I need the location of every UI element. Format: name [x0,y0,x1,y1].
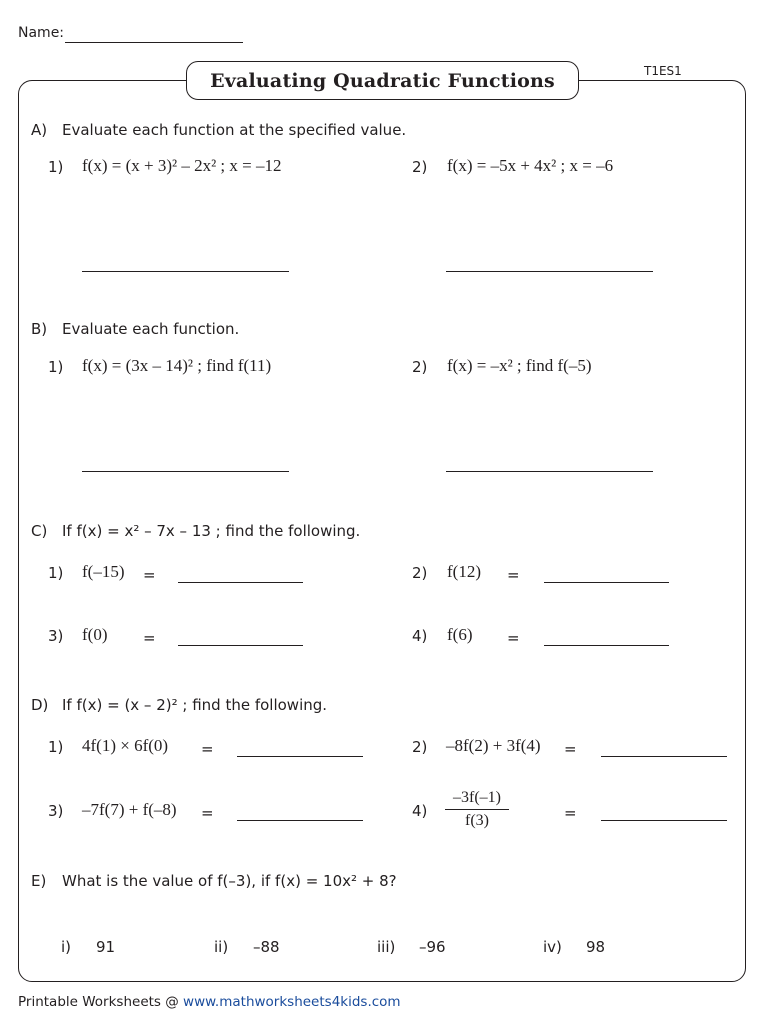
option-label[interactable]: iv) [543,938,562,956]
question-number: 2) [412,358,428,376]
question-expression: –8f(2) + 3f(4) [446,736,541,755]
question-number: 3) [48,627,64,645]
title-box [186,61,579,100]
answer-line[interactable] [178,582,303,583]
question-number: 1) [48,158,64,176]
name-label: Name: [18,25,65,41]
page-title: Evaluating Quadratic Functions [210,69,555,92]
answer-line[interactable] [446,471,653,472]
option-value[interactable]: –96 [419,938,446,956]
question-number: 1) [48,564,64,582]
question-expression: –7f(7) + f(–8) [82,800,177,819]
answer-line[interactable] [82,471,289,472]
question-number: 1) [48,738,64,756]
section-e-letter: E) [31,872,47,890]
option-label[interactable]: iii) [377,938,396,956]
section-e-question: What is the value of f(–3), if f(x) = 10x² + 8? [62,872,397,890]
question-expression: f(x) = –5x + 4x² ; x = –6 [447,156,614,175]
section-b-letter: B) [31,320,48,338]
answer-line[interactable] [601,820,727,821]
answer-line[interactable] [237,756,363,757]
answer-line[interactable] [544,645,669,646]
answer-line[interactable] [82,271,289,272]
section-c-instruction: If f(x) = x² – 7x – 13 ; find the following. [62,522,361,540]
footer [18,994,401,1010]
question-expression: f(0) [82,625,108,644]
equals-sign: = [507,629,520,647]
question-number: 4) [412,627,428,645]
equals-sign: = [564,804,577,822]
equals-sign: = [143,566,156,584]
fraction-bar [445,809,509,810]
option-value[interactable]: –88 [253,938,280,956]
fraction-numerator: –3f(–1) [453,789,501,806]
question-expression: f(12) [447,562,481,581]
answer-line[interactable] [237,820,363,821]
option-label[interactable]: ii) [214,938,229,956]
answer-line[interactable] [601,756,727,757]
equals-sign: = [201,740,214,758]
question-number: 2) [412,738,428,756]
section-d-instruction: If f(x) = (x – 2)² ; find the following. [62,696,328,714]
question-number: 3) [48,802,64,820]
equals-sign: = [201,804,214,822]
question-number: 4) [412,802,428,820]
section-c-letter: C) [31,522,48,540]
question-expression: f(x) = (x + 3)² – 2x² ; x = –12 [82,156,282,175]
name-field-line[interactable] [65,42,243,43]
answer-line[interactable] [446,271,653,272]
footer-prefix: Printable Worksheets @ [18,994,184,1010]
fraction-expression [445,789,509,830]
answer-line[interactable] [544,582,669,583]
section-a-letter: A) [31,121,48,139]
question-expression: f(6) [447,625,473,644]
question-expression: f(x) = (3x – 14)² ; find f(11) [82,356,272,375]
question-expression: 4f(1) × 6f(0) [82,736,169,755]
equals-sign: = [507,566,520,584]
fraction-denominator: f(3) [465,812,489,829]
answer-line[interactable] [178,645,303,646]
section-b-instruction: Evaluate each function. [62,320,240,338]
section-d-letter: D) [31,696,49,714]
equals-sign: = [564,740,577,758]
option-value[interactable]: 91 [96,938,116,956]
question-number: 2) [412,564,428,582]
footer-link[interactable]: www.mathworksheets4kids.com [183,994,401,1010]
section-a-instruction: Evaluate each function at the specified value. [62,121,407,139]
question-number: 2) [412,158,428,176]
question-expression: f(x) = –x² ; find f(–5) [447,356,592,375]
question-expression: f(–15) [82,562,125,581]
option-value[interactable]: 98 [586,938,606,956]
option-label[interactable]: i) [61,938,72,956]
worksheet-code: T1ES1 [644,64,682,78]
question-number: 1) [48,358,64,376]
equals-sign: = [143,629,156,647]
